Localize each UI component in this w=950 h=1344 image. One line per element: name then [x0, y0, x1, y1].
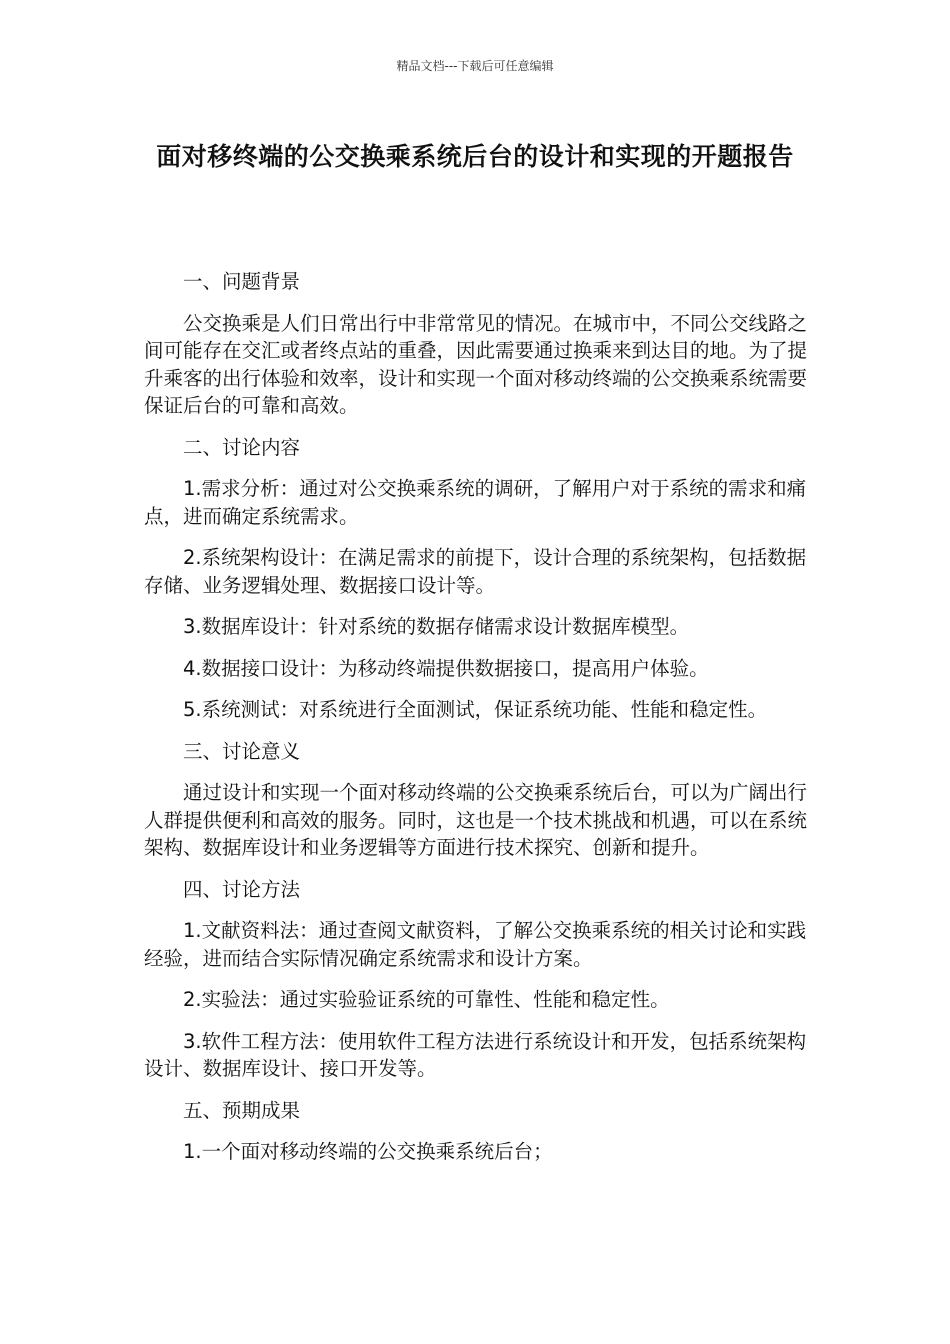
header-note: 精品文档---下载后可任意编辑: [396, 59, 554, 73]
paragraph-outcome-1: 1.一个面对移动终端的公交换乘系统后台；: [183, 1140, 553, 1163]
paragraph-architecture: 2.系统架构设计：在满足需求的前提下，设计合理的系统架构，包括数据存储、业务逻辑处理、数据接口设计等。: [144, 546, 807, 597]
paragraph-database: 3.数据库设计：针对系统的数据存储需求设计数据库模型。: [183, 615, 690, 638]
document-title: 面对移终端的公交换乘系统后台的设计和实现的开题报告: [156, 142, 794, 171]
section-heading-content: 二、讨论内容: [183, 435, 301, 459]
section-heading-significance: 三、讨论意义: [183, 739, 301, 763]
paragraph-significance: 通过设计和实现一个面对移动终端的公交换乘系统后台，可以为广阔出行人群提供便利和高效的服务。同时，这也是一个技术挑战和机遇，可以在系统架构、数据库设计和业务逻辑等方面进行技术探究、创新和提升。: [144, 781, 808, 859]
paragraph-software-engineering-method: 3.软件工程方法：使用软件工程方法进行系统设计和开发，包括系统架构设计、数据库设计、接口开发等。: [144, 1029, 807, 1080]
paragraph-literature-method: 1.文献资料法：通过查阅文献资料，了解公交换乘系统的相关讨论和实践经验，进而结合实际情况确定系统需求和设计方案。: [144, 919, 807, 970]
section-heading-outcomes: 五、预期成果: [183, 1098, 301, 1122]
document-body: [144, 268, 810, 1180]
paragraph-experiment-method: 2.实验法：通过实验验证系统的可靠性、性能和稳定性。: [183, 988, 670, 1011]
section-heading-background: 一、问题背景: [183, 270, 301, 293]
paragraph-requirements: 1.需求分析：通过对公交换乘系统的调研，了解用户对于系统的需求和痛点，进而确定系统需求。: [144, 477, 807, 528]
paragraph-interface: 4.数据接口设计：为移动终端提供数据接口，提高用户体验。: [183, 656, 709, 680]
paragraph-testing: 5.系统测试：对系统进行全面测试，保证系统功能、性能和稳定性。: [183, 698, 768, 721]
section-heading-methods: 四、讨论方法: [183, 877, 301, 901]
paragraph-background: 公交换乘是人们日常出行中非常常见的情况。在城市中，不同公交线路之间可能存在交汇或者终点站的重叠，因此需要通过换乘来到达目的地。为了提升乘客的出行体验和效率，设计和实现一个面对移动终端的公交换乘系统需要保证后台的可靠和高效。: [144, 311, 808, 417]
